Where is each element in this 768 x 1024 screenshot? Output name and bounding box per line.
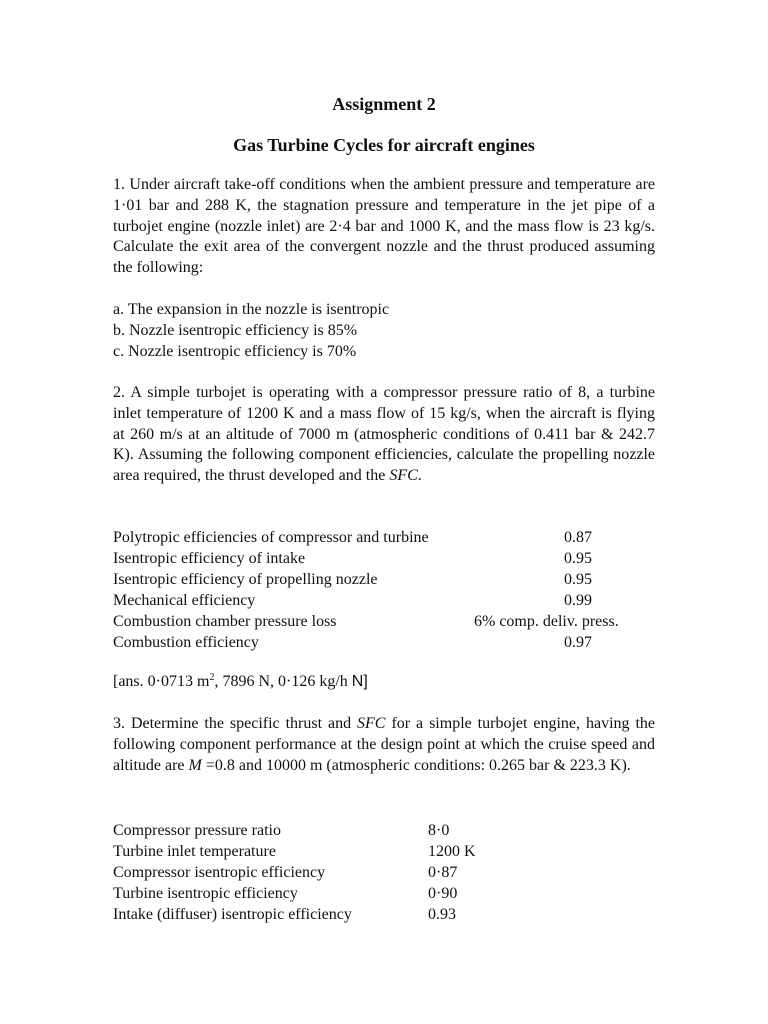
answer-prefix: [ans. 0·0713 m bbox=[113, 673, 210, 690]
question-3-body-3: =0.8 and 10000 m (atmospheric conditions: 0.265 bar & 223.3 K). bbox=[205, 756, 631, 774]
question-2-sfc: SFC bbox=[389, 467, 418, 485]
q3-row-label: Intake (diffuser) isentropic efficiency bbox=[113, 906, 352, 923]
document-title: Assignment 2 bbox=[332, 94, 436, 114]
question-1-options bbox=[113, 300, 655, 362]
question-2-period: . bbox=[417, 467, 422, 485]
q2-row-value: 0.95 bbox=[564, 550, 592, 567]
question-1-option-c: c. Nozzle isentropic efficiency is 70% bbox=[113, 342, 357, 360]
q2-row-label: Mechanical efficiency bbox=[113, 592, 256, 609]
q2-row-value: 0.87 bbox=[564, 529, 592, 546]
question-2-answer bbox=[113, 673, 368, 691]
answer-superscript: 2 bbox=[209, 672, 215, 683]
q3-row-value: 0·90 bbox=[428, 885, 458, 902]
question-2-body: 2. A simple turbojet is operating with a compressor pressure ratio of 8, a turbine inlet temperature of 1200 K and a mass flow of 15 kg/s, when the aircraft is flying at 260 m/s at an altitude of 7000 m (atmospheric conditions of 0.411 bar & 242.7 K). Assuming the following component efficiencies, calculate the propelling nozzle area required, the thrust developed and the bbox=[113, 384, 655, 485]
q3-row-value: 0·87 bbox=[428, 864, 458, 881]
question-3-body-1: 3. Determine the specific thrust and bbox=[113, 715, 352, 732]
q3-row-label: Turbine inlet temperature bbox=[113, 843, 276, 860]
q3-row-value: 8·0 bbox=[428, 822, 450, 839]
answer-middle: , 7896 N, 0·126 kg/h bbox=[214, 673, 352, 690]
question-2-text bbox=[113, 383, 655, 487]
q2-row-value: 0.95 bbox=[564, 571, 592, 588]
q2-row-label: Combustion efficiency bbox=[113, 634, 259, 651]
q3-row-label: Turbine isentropic efficiency bbox=[113, 885, 298, 902]
question-3-body-2: for a simple turbojet engine, having the following component performance at the design point at which the cruise speed and altitude are bbox=[113, 715, 656, 774]
q2-row-value: 0.97 bbox=[564, 634, 592, 651]
q2-row-label: Isentropic efficiency of propelling nozzle bbox=[113, 571, 378, 588]
question-3-text bbox=[113, 714, 655, 776]
question-1-option-a: a. The expansion in the nozzle is isentropic bbox=[113, 301, 390, 318]
q2-row-value: 6% comp. deliv. press. bbox=[474, 613, 619, 630]
q2-row-label: Isentropic efficiency of intake bbox=[113, 550, 306, 567]
question-1-text: 1. Under aircraft take-off conditions when the ambient pressure and temperature are 1·01 bar and 288 K, the stagnation pressure and temperature in the jet pipe of a turbojet engine (nozzle inlet) are 2·4 bar and 1000 K, and the mass flow is 23 kg/s. Calculate the exit area of the convergent nozzle and the thrust produced assuming the following: bbox=[113, 176, 655, 277]
q3-row-label: Compressor isentropic efficiency bbox=[113, 864, 326, 881]
q3-row-label: Compressor pressure ratio bbox=[113, 822, 281, 839]
question-3-mach: M bbox=[188, 756, 202, 774]
q3-row-value: 0.93 bbox=[428, 906, 456, 923]
question-1-option-b: b. Nozzle isentropic efficiency is 85% bbox=[113, 321, 358, 339]
q2-row-value: 0.99 bbox=[564, 592, 592, 609]
answer-end: N] bbox=[351, 673, 368, 690]
q2-row-label: Polytropic efficiencies of compressor and turbine bbox=[113, 529, 429, 546]
q2-row-label: Combustion chamber pressure loss bbox=[113, 613, 337, 630]
q3-row-value: 1200 K bbox=[428, 843, 476, 860]
document-subtitle: Gas Turbine Cycles for aircraft engines bbox=[233, 135, 535, 155]
question-3-sfc: SFC bbox=[357, 715, 386, 732]
